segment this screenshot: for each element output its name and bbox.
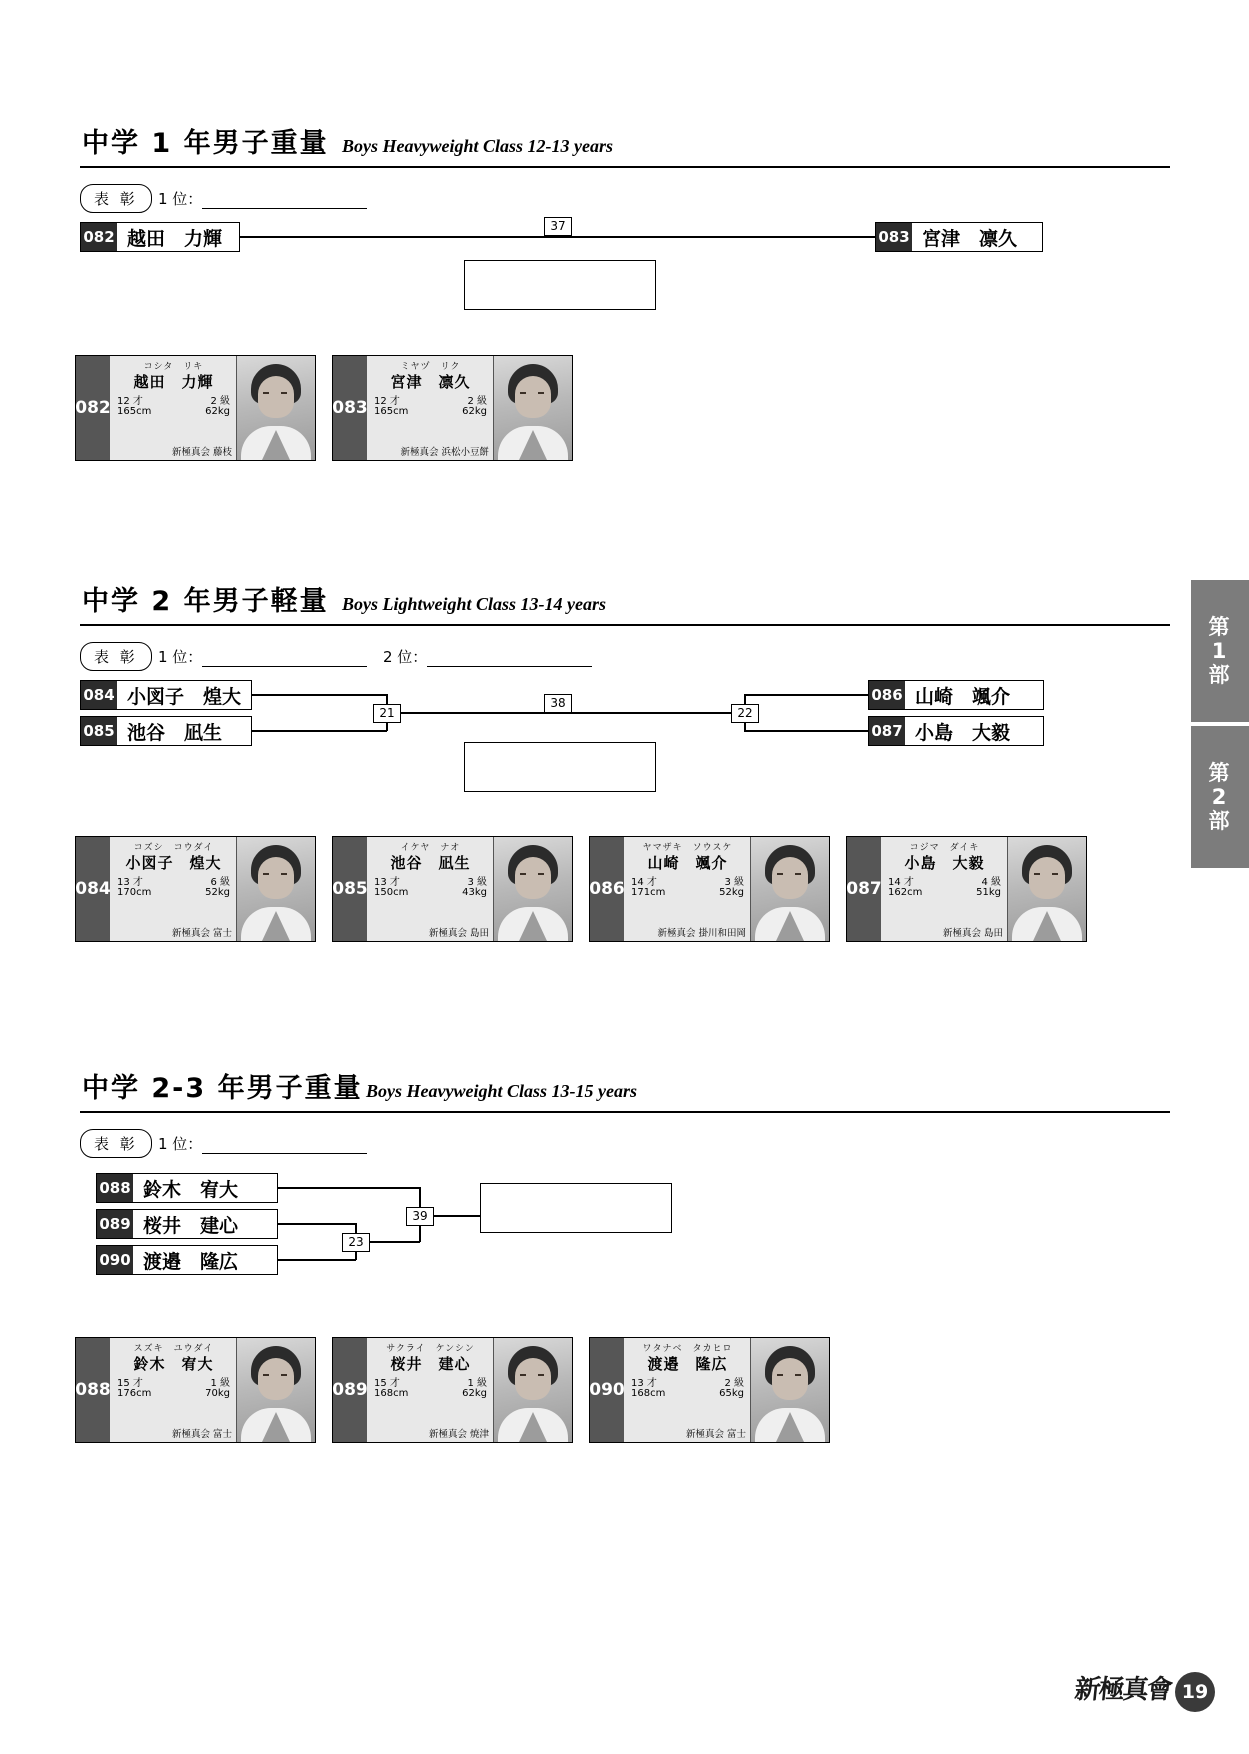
- card-rank: 2 級: [210, 396, 230, 407]
- award-row: [80, 642, 1170, 672]
- bracket-entry[interactable]: [875, 222, 1043, 252]
- card-age: 12 才: [117, 396, 143, 407]
- card-age: 15 才: [374, 1378, 400, 1389]
- card-photo: [236, 356, 315, 460]
- card-rank: 1 級: [467, 1378, 487, 1389]
- card-dojo: 新極真会 島田: [942, 928, 1003, 939]
- result-box: [480, 1183, 672, 1233]
- entry-name: 池谷 凪生: [127, 721, 223, 744]
- match-number: 22: [731, 704, 759, 723]
- card-age: 13 才: [374, 877, 400, 888]
- card-dojo: 新極真会 富士: [171, 1429, 232, 1440]
- entry-name: 宮津 凛久: [922, 227, 1018, 250]
- card-kana: イケヤ ナオ: [400, 843, 461, 853]
- entry-number: 088: [97, 1174, 133, 1202]
- card-photo: [750, 837, 829, 941]
- card-info: [367, 837, 493, 941]
- card-weight: 62kg: [462, 406, 487, 417]
- card-number: 084: [76, 837, 110, 941]
- card-weight: 62kg: [462, 1388, 487, 1399]
- card-number: 083: [333, 356, 367, 460]
- tab-part-1[interactable]: [1191, 580, 1249, 722]
- award-first-place-blank: [202, 1138, 367, 1154]
- tab-part-2-line-2: 2: [1211, 784, 1229, 809]
- entry-name: 小島 大毅: [915, 721, 1011, 744]
- competitor-card[interactable]: [332, 1337, 573, 1443]
- card-photo: [236, 837, 315, 941]
- award-first-place-blank: [202, 651, 367, 667]
- competitor-card[interactable]: [75, 1337, 316, 1443]
- bracket-line: [278, 1259, 356, 1261]
- tab-part-2[interactable]: [1191, 726, 1249, 868]
- tab-part-1-line-2: 1: [1211, 638, 1229, 663]
- entry-number: 084: [81, 681, 117, 709]
- card-photo: [1007, 837, 1086, 941]
- award-second-place-blank: [427, 651, 592, 667]
- bracket-entry[interactable]: [80, 716, 252, 746]
- match-number: 38: [544, 694, 572, 713]
- bracket-line: [278, 1223, 356, 1225]
- entry-name: 山崎 颯介: [915, 685, 1011, 708]
- card-weight: 43kg: [462, 887, 487, 898]
- entry-name: 小図子 煌大: [126, 685, 241, 708]
- card-info: [110, 1338, 236, 1442]
- card-number: 087: [847, 837, 881, 941]
- card-photo: [493, 356, 572, 460]
- match-number: 21: [373, 704, 401, 723]
- entry-number: 089: [97, 1210, 133, 1238]
- award-first-place-label: 1 位：: [158, 648, 203, 666]
- card-height: 162cm: [888, 887, 923, 898]
- card-number: 086: [590, 837, 624, 941]
- card-age: 14 才: [888, 877, 914, 888]
- card-dojo: 新極真会 島田: [428, 928, 489, 939]
- competitor-card[interactable]: [75, 355, 316, 461]
- card-dojo: 新極真会 富士: [171, 928, 232, 939]
- card-height: 170cm: [117, 887, 152, 898]
- card-dojo: 新極真会 藤枝: [171, 447, 232, 458]
- bracket-line: [744, 694, 868, 696]
- card-kana: ヤマザキ ソウスケ: [642, 843, 733, 853]
- card-kana: コズシ コウダイ: [133, 843, 214, 853]
- section-boys-heavyweight-12-13: [75, 120, 1170, 458]
- award-first-place-label: 1 位：: [158, 1135, 203, 1153]
- entry-name: 桜井 建心: [143, 1214, 239, 1237]
- card-name: 小島 大毅: [904, 854, 985, 872]
- bracket-entry[interactable]: [96, 1173, 278, 1203]
- card-info: [367, 356, 493, 460]
- entry-number: 090: [97, 1246, 133, 1274]
- card-number: 089: [333, 1338, 367, 1442]
- card-info: [110, 837, 236, 941]
- card-age: 12 才: [374, 396, 400, 407]
- section-title-en: Boys Heavyweight Class 12-13 years: [342, 136, 613, 156]
- card-weight: 65kg: [719, 1388, 744, 1399]
- card-name: 宮津 凛久: [390, 373, 471, 391]
- bracket-line: [278, 1187, 420, 1189]
- card-height: 165cm: [374, 406, 409, 417]
- bracket-entry[interactable]: [96, 1245, 278, 1275]
- award-first-place: [158, 1133, 367, 1154]
- competitor-card[interactable]: [846, 836, 1087, 942]
- card-rank: 2 級: [724, 1378, 744, 1389]
- award-first-place-blank: [202, 193, 367, 209]
- bracket-line: [252, 694, 387, 696]
- section-boys-lightweight-13-14: [75, 578, 1170, 939]
- award-row: [80, 184, 1170, 214]
- entry-name: 越田 力輝: [127, 227, 223, 250]
- award-row: [80, 1129, 1170, 1159]
- organization-logo: 新極真會: [1073, 1675, 1173, 1705]
- section-title-jp: 中学 1 年男子重量: [82, 128, 329, 159]
- section-header: [80, 120, 1170, 168]
- card-rank: 2 級: [467, 396, 487, 407]
- section-boys-heavyweight-13-15: [75, 1065, 1170, 1440]
- side-tabs: [1191, 580, 1249, 868]
- card-weight: 52kg: [205, 887, 230, 898]
- card-number: 085: [333, 837, 367, 941]
- card-height: 168cm: [631, 1388, 666, 1399]
- tab-part-2-line-1: 第: [1208, 760, 1232, 785]
- award-badge: 表 彰: [80, 184, 152, 213]
- card-name: 山崎 颯介: [647, 854, 728, 872]
- competitor-cards: [75, 836, 1087, 942]
- card-number: 090: [590, 1338, 624, 1442]
- card-info: [624, 1338, 750, 1442]
- card-name: 渡邉 隆広: [647, 1355, 728, 1373]
- tab-part-1-line-3: 部: [1208, 663, 1232, 688]
- card-name: 桜井 建心: [390, 1355, 471, 1373]
- card-age: 14 才: [631, 877, 657, 888]
- card-kana: スズキ ユウダイ: [133, 1344, 214, 1354]
- entry-number: 087: [869, 717, 905, 745]
- card-rank: 3 級: [467, 877, 487, 888]
- card-dojo: 新極真会 富士: [685, 1429, 746, 1440]
- card-weight: 51kg: [976, 887, 1001, 898]
- card-kana: サクライ ケンシン: [386, 1344, 475, 1354]
- card-height: 171cm: [631, 887, 666, 898]
- bracket-line: [252, 730, 387, 732]
- section-header: [80, 578, 1170, 626]
- card-rank: 4 級: [981, 877, 1001, 888]
- entry-number: 085: [81, 717, 117, 745]
- bracket-line: [744, 730, 868, 732]
- tab-part-2-line-3: 部: [1208, 809, 1232, 834]
- bracket-entry[interactable]: [80, 680, 252, 710]
- card-photo: [750, 1338, 829, 1442]
- bracket-s1: [80, 219, 1170, 322]
- bracket-s2: [80, 680, 1170, 800]
- card-kana: ミヤヅ リク: [400, 362, 461, 372]
- award-second-place: [383, 646, 592, 667]
- card-age: 13 才: [631, 1378, 657, 1389]
- card-height: 150cm: [374, 887, 409, 898]
- entry-number: 082: [81, 223, 117, 251]
- page-number: 19: [1175, 1672, 1215, 1712]
- card-height: 165cm: [117, 406, 152, 417]
- card-age: 15 才: [117, 1378, 143, 1389]
- result-box: [464, 742, 656, 792]
- card-kana: ワタナベ タカヒロ: [642, 1344, 733, 1354]
- bracket-entry[interactable]: [96, 1209, 278, 1239]
- competitor-cards: [75, 355, 573, 461]
- card-weight: 52kg: [719, 887, 744, 898]
- card-kana: コジマ ダイキ: [909, 843, 980, 853]
- match-number: 39: [406, 1207, 434, 1226]
- bracket-s3: [80, 1173, 1170, 1303]
- entry-name: 渡邉 隆広: [143, 1250, 239, 1273]
- result-box: [464, 260, 656, 310]
- card-name: 池谷 凪生: [390, 854, 471, 872]
- entry-number: 083: [876, 223, 912, 251]
- award-second-place-label: 2 位：: [383, 648, 428, 666]
- bracket-entry[interactable]: [868, 680, 1044, 710]
- section-title-jp: 中学 2 年男子軽量: [82, 586, 329, 617]
- card-info: [110, 356, 236, 460]
- card-rank: 3 級: [724, 877, 744, 888]
- card-info: [367, 1338, 493, 1442]
- section-header: [80, 1065, 1170, 1113]
- card-name: 小図子 煌大: [125, 854, 222, 872]
- competitor-card[interactable]: [75, 836, 316, 942]
- card-dojo: 新極真会 焼津: [428, 1429, 489, 1440]
- tab-part-1-line-1: 第: [1208, 614, 1232, 639]
- award-badge: 表 彰: [80, 1129, 152, 1158]
- card-weight: 62kg: [205, 406, 230, 417]
- card-height: 176cm: [117, 1388, 152, 1399]
- card-photo: [493, 837, 572, 941]
- card-dojo: 新極真会 掛川和田岡: [657, 928, 746, 939]
- entry-number: 086: [869, 681, 905, 709]
- card-age: 13 才: [117, 877, 143, 888]
- competitor-card[interactable]: [332, 836, 573, 942]
- card-number: 082: [76, 356, 110, 460]
- award-first-place: [158, 188, 367, 209]
- section-title-en: Boys Heavyweight Class 13-15 years: [366, 1081, 637, 1101]
- competitor-card[interactable]: [589, 836, 830, 942]
- card-weight: 70kg: [205, 1388, 230, 1399]
- card-rank: 1 級: [210, 1378, 230, 1389]
- bracket-line: [240, 236, 875, 238]
- section-title-en: Boys Lightweight Class 13-14 years: [342, 594, 607, 614]
- match-number: 23: [342, 1233, 370, 1252]
- competitor-card[interactable]: [332, 355, 573, 461]
- competitor-cards: [75, 1337, 830, 1443]
- entry-name: 鈴木 宥大: [143, 1178, 239, 1201]
- card-height: 168cm: [374, 1388, 409, 1399]
- competitor-card[interactable]: [589, 1337, 830, 1443]
- card-photo: [493, 1338, 572, 1442]
- bracket-entry[interactable]: [80, 222, 240, 252]
- award-badge: 表 彰: [80, 642, 152, 671]
- award-first-place: [158, 646, 367, 667]
- bracket-entry[interactable]: [868, 716, 1044, 746]
- card-number: 088: [76, 1338, 110, 1442]
- card-photo: [236, 1338, 315, 1442]
- card-dojo: 新極真会 浜松小豆餅: [400, 447, 489, 458]
- section-title-jp: 中学 2-3 年男子重量: [82, 1073, 363, 1104]
- card-kana: コシタ リキ: [143, 362, 204, 372]
- card-rank: 6 級: [210, 877, 230, 888]
- card-info: [881, 837, 1007, 941]
- award-first-place-label: 1 位：: [158, 190, 203, 208]
- match-number: 37: [544, 217, 572, 236]
- card-name: 越田 力輝: [133, 373, 214, 391]
- card-name: 鈴木 宥大: [133, 1355, 214, 1373]
- card-info: [624, 837, 750, 941]
